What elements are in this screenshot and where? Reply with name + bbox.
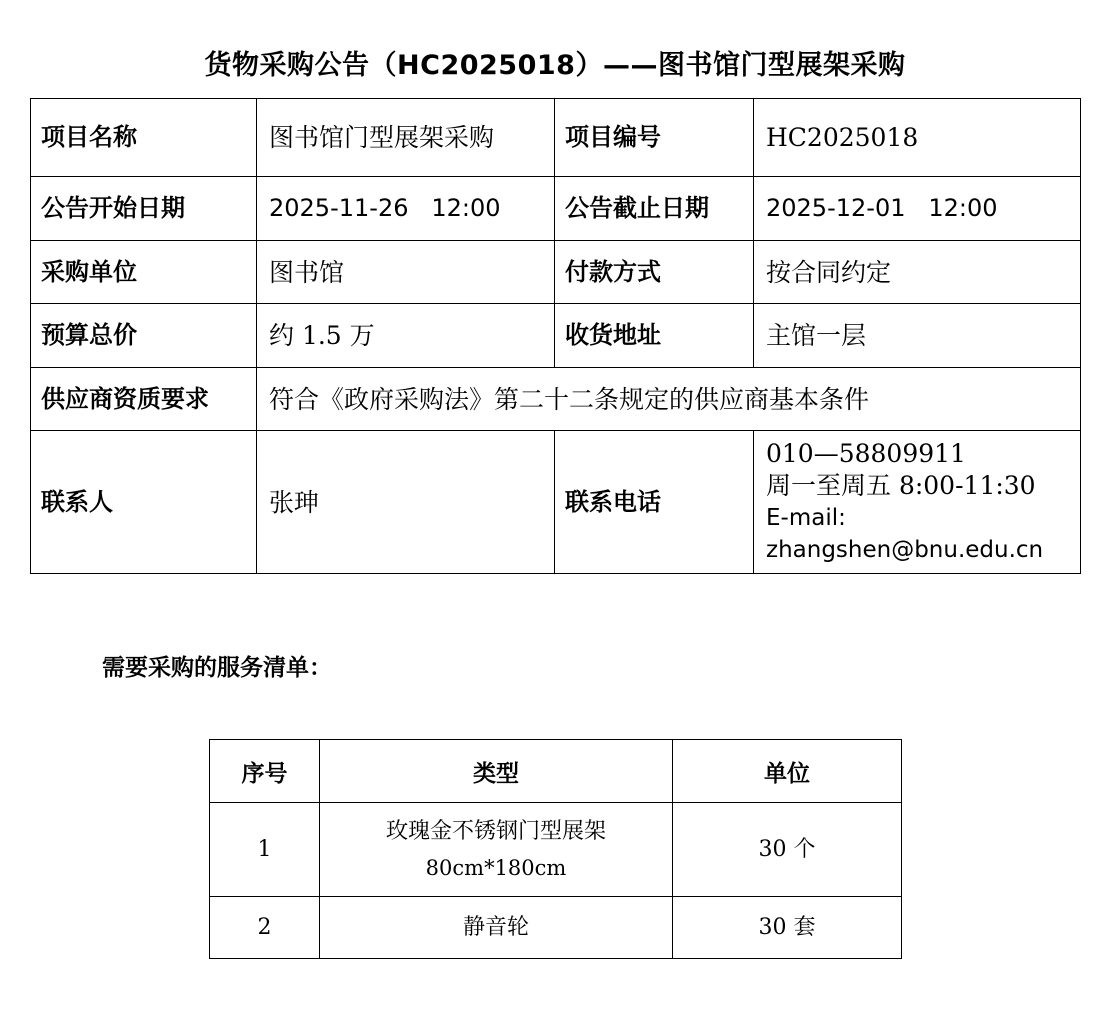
buyer-value: 图书馆 xyxy=(257,241,555,304)
start-date-label: 公告开始日期 xyxy=(31,177,257,241)
items-table xyxy=(209,739,902,959)
end-date-value: 2025-12-01 12:00 xyxy=(754,177,1081,241)
list-title: 需要采购的服务清单： xyxy=(102,655,332,681)
item-type: 玫瑰金不锈钢门型展架 xyxy=(385,818,606,844)
table-row xyxy=(210,897,902,959)
email-value: zhangshen@bnu.edu.cn xyxy=(766,537,1044,563)
info-row-budget xyxy=(31,304,1081,368)
phone-label: 联系电话 xyxy=(555,431,754,574)
contact-label: 联系人 xyxy=(31,431,257,574)
items-header-row xyxy=(210,740,902,803)
payment-label: 付款方式 xyxy=(555,241,754,304)
phone-hours: 周一至周五 8:00-11:30 xyxy=(766,471,1036,500)
project-name-label: 项目名称 xyxy=(31,99,257,177)
info-row-contact xyxy=(31,431,1081,574)
project-name-value: 图书馆门型展架采购 xyxy=(257,99,555,177)
phone-cell xyxy=(754,431,1081,574)
page-title: 货物采购公告（HC2025018）——图书馆门型展架采购 xyxy=(204,50,906,81)
table-row xyxy=(210,803,902,897)
budget-label: 预算总价 xyxy=(31,304,257,368)
phone-number: 010—58809911 xyxy=(766,439,966,468)
item-type: 静音轮 xyxy=(320,897,673,959)
payment-value: 按合同约定 xyxy=(754,241,1081,304)
end-date-label: 公告截止日期 xyxy=(555,177,754,241)
item-no: 2 xyxy=(210,897,320,959)
project-no-label: 项目编号 xyxy=(555,99,754,177)
email-label: E-mail: xyxy=(766,505,846,531)
start-date-value: 2025-11-26 12:00 xyxy=(257,177,555,241)
info-row-project xyxy=(31,99,1081,177)
project-info-table xyxy=(30,98,1081,574)
info-row-dates xyxy=(31,177,1081,241)
qualification-label: 供应商资质要求 xyxy=(31,368,257,431)
qualification-value: 符合《政府采购法》第二十二条规定的供应商基本条件 xyxy=(257,368,1081,431)
item-unit: 30 套 xyxy=(673,897,902,959)
contact-value: 张珅 xyxy=(257,431,555,574)
project-no-value: HC2025018 xyxy=(754,99,1081,177)
header-unit: 单位 xyxy=(673,740,902,803)
budget-value: 约 1.5 万 xyxy=(257,304,555,368)
delivery-value: 主馆一层 xyxy=(754,304,1081,368)
info-row-buyer xyxy=(31,241,1081,304)
buyer-label: 采购单位 xyxy=(31,241,257,304)
item-type-cell xyxy=(320,803,673,897)
delivery-label: 收货地址 xyxy=(555,304,754,368)
item-no: 1 xyxy=(210,803,320,897)
item-unit: 30 个 xyxy=(673,803,902,897)
info-row-qualification xyxy=(31,368,1081,431)
header-no: 序号 xyxy=(210,740,320,803)
item-spec: 80cm*180cm xyxy=(425,855,567,880)
header-type: 类型 xyxy=(320,740,673,803)
